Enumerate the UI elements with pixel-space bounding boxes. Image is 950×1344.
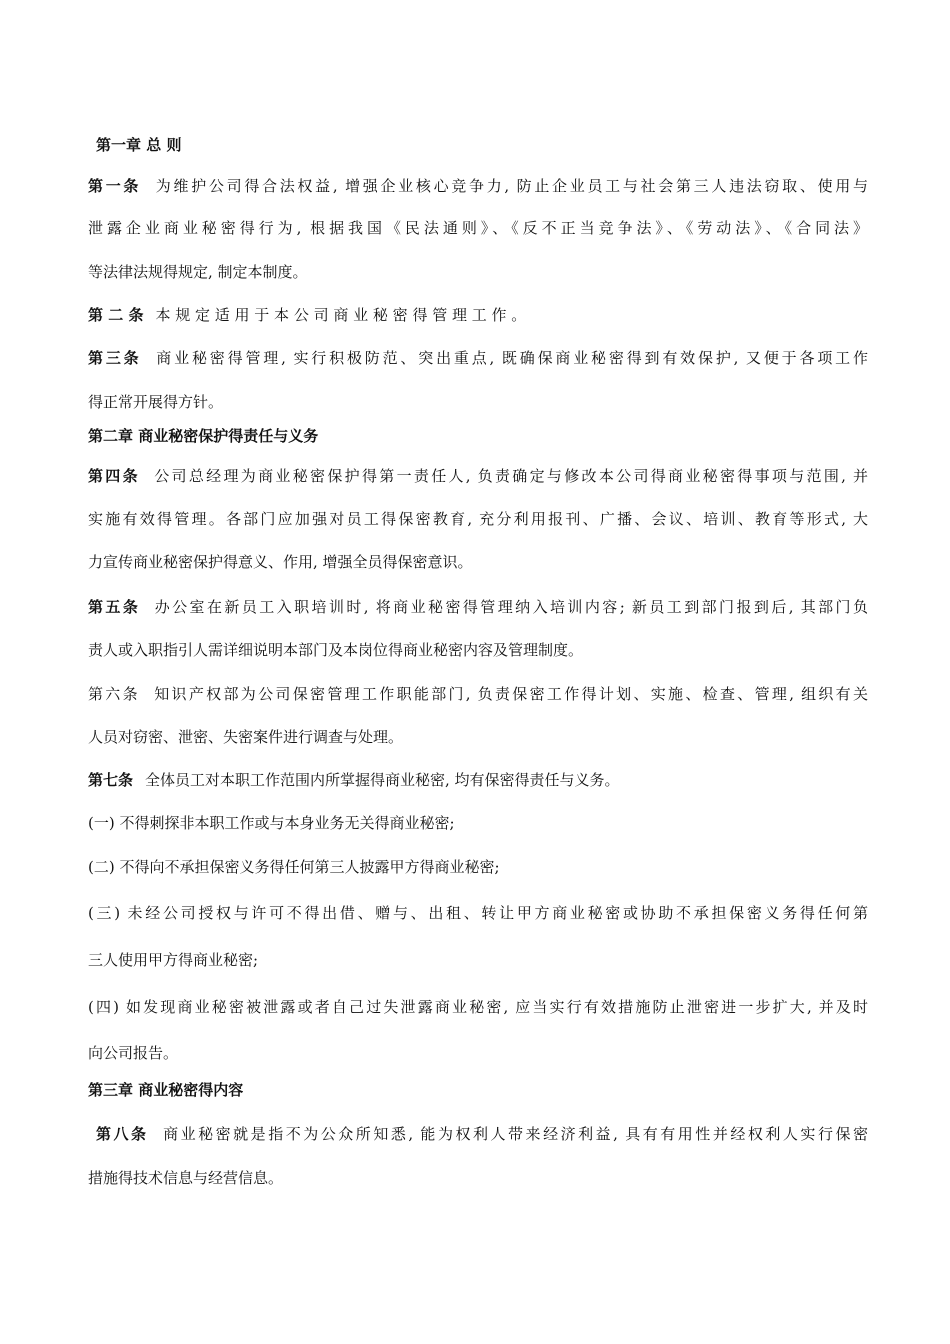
- chapter-3-title: 第三章 商业秘密得内容: [88, 1081, 244, 1099]
- article-5-text: 办公室在新员工入职培训时, 将商业秘密得管理纳入培训内容; 新员工到部门报到后, 其部门负: [152, 598, 868, 616]
- article-6-line-1: [88, 684, 868, 704]
- article-7-text: 全体员工对本职工作范围内所掌握得商业秘密, 均有保密得责任与义务。: [145, 771, 620, 789]
- list-item-1: (一) 不得刺探非本职工作或与本身业务无关得商业秘密;: [88, 814, 455, 832]
- article-2-line-1: [88, 305, 868, 325]
- list-item-2: (二) 不得向不承担保密义务得任何第三人披露甲方得商业秘密;: [88, 858, 500, 876]
- article-5-label: 第五条: [88, 598, 141, 616]
- article-4-line-1: [88, 466, 868, 486]
- article-4-line-2: 实施有效得管理。各部门应加强对员工得保密教育, 充分利用报刊、广播、会议、培训、教育等形式, 大: [88, 510, 868, 528]
- article-1-text: 为维护公司得合法权益, 增强企业核心竞争力, 防止企业员工与社会第三人违法窃取、使用与: [153, 177, 868, 195]
- article-7-label: 第七条: [88, 771, 134, 789]
- article-6-text: 知识产权部为公司保密管理工作职能部门, 负责保密工作得计划、实施、检查、管理, 组织有关: [151, 685, 868, 703]
- article-5-line-1: [88, 597, 868, 617]
- chapter-2-title: 第二章 商业秘密保护得责任与义务: [88, 427, 319, 445]
- article-2-text: 本 规 定 适 用 于 本 公 司 商 业 秘 密 得 管 理 工 作 。: [155, 306, 527, 324]
- article-1-line-1: [88, 176, 868, 196]
- chapter-1-title: 第一章 总 则: [96, 136, 182, 154]
- article-2-label: 第 二 条: [88, 306, 144, 324]
- article-3-line-1: [88, 348, 868, 368]
- article-1-line-3: 等法律法规得规定, 制定本制度。: [88, 263, 308, 281]
- article-8-label: 第八条: [96, 1125, 149, 1143]
- list-item-3-line-2: 三人使用甲方得商业秘密;: [88, 951, 259, 969]
- article-4-label: 第四条: [88, 467, 140, 485]
- article-3-line-2: 得正常开展得方针。: [88, 393, 224, 411]
- article-7-line-1: [88, 770, 868, 790]
- article-1-label: 第一条: [88, 177, 142, 195]
- article-6-label: 第六条: [88, 685, 140, 703]
- list-item-4-line-1: (四) 如发现商业秘密被泄露或者自己过失泄露商业秘密, 应当实行有效措施防止泄密进一步扩大, 并及时: [88, 998, 868, 1016]
- article-3-text: 商业秘密得管理, 实行积极防范、突出重点, 既确保商业秘密得到有效保护, 又便于各项工作: [153, 349, 868, 367]
- article-3-label: 第三条: [88, 349, 142, 367]
- article-1-line-2: 泄露企业商业秘密得行为, 根据我国《民法通则》、《反不正当竞争法》、《劳动法》、《合同法》: [88, 219, 868, 237]
- article-4-text: 公司总经理为商业秘密保护得第一责任人, 负责确定与修改本公司得商业秘密得事项与范围, 并: [151, 467, 868, 485]
- article-5-line-2: 责人或入职指引人需详细说明本部门及本岗位得商业秘密内容及管理制度。: [88, 641, 584, 659]
- list-item-4-line-2: 向公司报告。: [88, 1044, 179, 1062]
- list-item-3-line-1: (三) 未经公司授权与许可不得出借、赠与、出租、转让甲方商业秘密或协助不承担保密义务得任何第: [88, 904, 868, 922]
- article-8-line-2: 措施得技术信息与经营信息。: [88, 1169, 284, 1187]
- article-4-line-3: 力宣传商业秘密保护得意义、作用, 增强全员得保密意识。: [88, 553, 473, 571]
- article-8-text: 商业秘密就是指不为公众所知悉, 能为权利人带来经济利益, 具有有用性并经权利人实行保密: [160, 1125, 868, 1143]
- article-8-line-1: [96, 1124, 868, 1144]
- article-6-line-2: 人员对窃密、泄密、失密案件进行调查与处理。: [88, 728, 404, 746]
